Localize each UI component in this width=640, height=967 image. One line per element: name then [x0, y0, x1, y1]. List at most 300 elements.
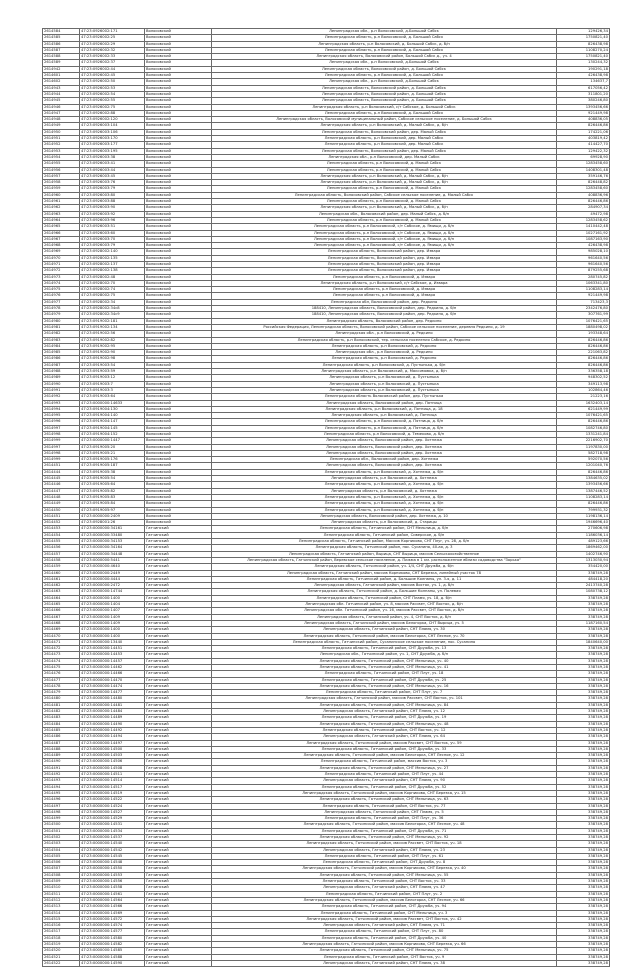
district-cell: Волосовский [145, 520, 212, 526]
cadastral-value-cell: 826446,86 [557, 419, 610, 425]
record-id-cell: 2614981 [43, 324, 80, 330]
cadastral-value-cell: 338749,28 [557, 664, 610, 670]
cadastral-number-cell: 47:23:0000000:14585 [80, 948, 145, 954]
cadastral-number-cell: 47:23:0926002:29 [80, 41, 145, 47]
cadastral-number-cell: 47:23:0919002:90 [80, 350, 145, 356]
cadastral-value-cell: 338749,28 [557, 835, 610, 841]
cadastral-value-cell: 826446,86 [557, 362, 610, 368]
address-cell: Ленинградская область, Гатчинский район, СНТ Плуг, уч. 36 [212, 816, 557, 822]
address-cell: Ленинградская область, Гатчинский район, СНТ Пламя, уч. 18, д. б/н [212, 595, 557, 601]
cadastral-value-cell: 338749,28 [557, 633, 610, 639]
cadastral-number-cell: 47:23:0000000:14534 [80, 828, 145, 834]
cadastral-value-cell: 338749,28 [557, 872, 610, 878]
address-cell: Ленинградская область, Гатчинский район, уч. 1/4, СНТ Дружба, д. б/н [212, 564, 557, 570]
cadastral-value-cell: 338749,28 [557, 960, 610, 966]
cadastral-number-cell: 47:23:0919002:181 [80, 318, 145, 324]
cadastral-value-cell: 1410442,48 [557, 224, 610, 230]
address-cell: Ленинградская область, Волосовский район, дер. Хотнежа [212, 450, 557, 456]
record-id-cell: 2614509 [43, 879, 80, 885]
district-cell: Волосовский [145, 123, 212, 129]
cadastral-value-cell: 621449,99 [557, 406, 610, 412]
record-id-cell: 2614495 [43, 790, 80, 796]
cadastral-number-cell: 47:23:0928002:137 [80, 261, 145, 267]
cadastral-value-cell: 961640,56 [557, 255, 610, 261]
address-cell: Ленинградская область, Гатчинский район, массив Белогорка, СНТ Вырица, уч. 5 [212, 620, 557, 626]
record-id-cell: 2614588 [43, 54, 80, 60]
cadastral-number-cell: 47:23:0919004:140 [80, 413, 145, 419]
cadastral-value-cell: 2342476,80 [557, 306, 610, 312]
address-cell: Ленинградская область, р-н Волосовский, д. Хотнежа, д. б/н [212, 501, 557, 507]
record-id-cell: 2614993 [43, 400, 80, 406]
cadastral-value-cell: 338749,28 [557, 847, 610, 853]
cadastral-value-cell: 426438,98 [557, 73, 610, 79]
district-cell: Волосовский [145, 457, 212, 463]
address-cell: Ленинградская область, Гатчинский район, Сусанинское сельское поселение, пос. Сусанино [212, 639, 557, 645]
cadastral-value-cell: 338749,28 [557, 923, 610, 929]
cadastral-number-cell: 47:23:0926003:177 [80, 142, 145, 148]
district-cell: Волосовский [145, 167, 212, 173]
cadastral-number-cell: 47:23:0000000:14451 [80, 646, 145, 652]
address-cell: Ленинградская область, Гатчинский район, СНТ Дружба, уч. 8 [212, 860, 557, 866]
address-cell: Ленинградская область, Гатчинский район, СНТ Мельница, д. б/н [212, 526, 557, 532]
address-cell: Ленинградская область, Гатчинский район, СНТ Мельница, уч. 75 [212, 948, 557, 954]
cadastral-number-cell: 47:23:0926002:120 [80, 117, 145, 123]
cadastral-value-cell: 826446,86 [557, 356, 610, 362]
address-cell: Ленинградская область, Гатчинский район, массив Восток, уч. 3 [212, 759, 557, 765]
cadastral-number-cell: 47:23:0000000:14564 [80, 897, 145, 903]
record-id-cell: 2614513 [43, 904, 80, 910]
district-cell: Волосовский [145, 47, 212, 53]
cadastral-value-cell: 403819,42 [557, 136, 610, 142]
record-id-cell: 2614978 [43, 306, 80, 312]
address-cell: Ленинградская область, Гатчинский район, СНТ Мельница, уч. 63 [212, 797, 557, 803]
district-cell: Волосовский [145, 387, 212, 393]
cadastral-number-cell: 47:23:0000000:14500 [80, 746, 145, 752]
cadastral-number-cell: 47:23:0000000:14497 [80, 740, 145, 746]
cadastral-number-cell: 47:23:0926002:45 [80, 73, 145, 79]
cadastral-number-cell: 47:23:0926002:44 [80, 66, 145, 72]
address-cell: Ленинградская область, р-н Волосовский, д. Малый Сабск [212, 199, 557, 205]
record-id-cell: 2614454 [43, 532, 80, 538]
cadastral-number-cell: 47:23:0926003:79 [80, 243, 145, 249]
cadastral-value-cell: 2413740,28 [557, 583, 610, 589]
address-cell: Ленинградская область, Гатчинский район, СНТ Дружба, уч. 25 [212, 677, 557, 683]
address-cell: Ленинградская область, р-н Волосовский, д. Хотнежа [212, 476, 557, 482]
cadastral-value-cell: 1750821,40 [557, 54, 610, 60]
cadastral-value-cell: 338749,28 [557, 702, 610, 708]
district-cell: Волосовский [145, 205, 212, 211]
district-cell: Гатчинский [145, 866, 212, 872]
record-id-cell: 2614999 [43, 457, 80, 463]
cadastral-number-cell: 47:23:0919005:176 [80, 457, 145, 463]
cadastral-number-cell: 47:23:0000000:34448 [80, 551, 145, 557]
record-id-cell: 2614484 [43, 721, 80, 727]
cadastral-number-cell: 47:23:0926003:96 [80, 217, 145, 223]
district-cell: Гатчинский [145, 948, 212, 954]
record-id-cell: 2614512 [43, 897, 80, 903]
address-cell: Ленинградская область, Гатчинский район, массив Корпиково, СНТ Березка, уч. 15 [212, 790, 557, 796]
cadastral-value-cell: 1201040,76 [557, 463, 610, 469]
address-cell: Ленинградская область, р-н Волосовский, д. Малый Сабск, д. б/н [212, 173, 557, 179]
address-cell: Ленинградская область, Гатчинский район, СНТ Плуг, уч. 7 [212, 690, 557, 696]
cadastral-number-cell: 47:23:0919003:12 [80, 375, 145, 381]
record-id-cell: 2614585 [43, 35, 80, 41]
cadastral-value-cell: 338749,28 [557, 709, 610, 715]
record-id-cell: 2614952 [43, 142, 80, 148]
district-cell: Гатчинский [145, 822, 212, 828]
record-id-cell: 2614506 [43, 860, 80, 866]
district-cell: Волосовский [145, 369, 212, 375]
address-cell: Ленинградская область, Гатчинский район, СНТ Мельница, уч. 16 [212, 683, 557, 689]
cadastral-value-cell: 69928,90 [557, 154, 610, 160]
address-cell: Ленинградская область, Волосовский район, д. Большой Сабск [212, 66, 557, 72]
record-id-cell: 2614450 [43, 507, 80, 513]
address-cell: Ленинградская область, Гатчинский район, д. Большие Колпаны, ул. Полевая [212, 589, 557, 595]
cadastral-value-cell: 338749,28 [557, 816, 610, 822]
district-cell: Волосовский [145, 287, 212, 293]
record-id-cell: 2614471 [43, 639, 80, 645]
district-cell: Волосовский [145, 129, 212, 135]
record-id-cell: 2614465 [43, 602, 80, 608]
address-cell: Ленинградская область, Гатчинский район, СНТ Дружба, уч. 33 [212, 746, 557, 752]
record-id-cell: 2614505 [43, 853, 80, 859]
cadastral-number-cell: 47:23:0000000:14462 [80, 664, 145, 670]
district-cell: Гатчинский [145, 696, 212, 702]
record-id-cell: 2614457 [43, 551, 80, 557]
cadastral-number-cell: 47:23:0926002:53 [80, 85, 145, 91]
address-cell: Ленинградская обл., р-н Волосовский, д. Редкино [212, 331, 557, 337]
cadastral-number-cell: 47:23:0928002:135 [80, 255, 145, 261]
district-cell: Волосовский [145, 312, 212, 318]
address-cell: Ленинградская область, р-н Волосовский, д. Извара [212, 274, 557, 280]
record-id-cell: 2614519 [43, 942, 80, 948]
cadastral-value-cell: 338749,28 [557, 627, 610, 633]
cadastral-value-cell: 338749,28 [557, 797, 610, 803]
cadastral-number-cell: 47:23:0000000:14553 [80, 872, 145, 878]
cadastral-value-cell: 1082746,80 [557, 425, 610, 431]
address-cell: Ленинградская область, Гатчинский район, Сиверское, д. б/н [212, 532, 557, 538]
address-cell: Ленинградская область, Гатчинский район, СНТ Пламя, уч. 12 [212, 709, 557, 715]
district-cell: Гатчинский [145, 923, 212, 929]
cadastral-value-cell: 338749,28 [557, 677, 610, 683]
cadastral-value-cell: 1283458,62 [557, 217, 610, 223]
cadastral-value-cell: 489123,66 [557, 539, 610, 545]
record-id-cell: 2614972 [43, 268, 80, 274]
cadastral-number-cell: 47:23:0000000:14474 [80, 683, 145, 689]
district-cell: Волосовский [145, 35, 212, 41]
cadastral-value-cell: 948302,52 [557, 375, 610, 381]
cadastral-value-cell: 338749,28 [557, 942, 610, 948]
cadastral-value-cell: 1331241,84 [557, 432, 610, 438]
address-cell: Ленинградская область, Гатчинский район, СНТ Дружба, уч. 13 [212, 646, 557, 652]
district-cell: Волосовский [145, 29, 212, 35]
district-cell: Волосовский [145, 173, 212, 179]
record-id-cell: 2614501 [43, 828, 80, 834]
cadastral-number-cell: 47:23:0000000:14529 [80, 816, 145, 822]
record-id-cell: 2614504 [43, 847, 80, 853]
cadastral-number-cell: 47:23:0919004:152 [80, 432, 145, 438]
cadastral-value-cell: 1198136,14 [557, 513, 610, 519]
cadastral-number-cell: 47:23:0919005:21 [80, 450, 145, 456]
cadastral-number-cell: 47:23:0000000:4444 [80, 576, 145, 582]
address-cell: Ленинградская обл., Волосовский район, дер. Малый Сабск, д. б/н [212, 211, 557, 217]
district-cell: Гатчинский [145, 916, 212, 922]
cadastral-number-cell: 47:23:0919004:130 [80, 406, 145, 412]
cadastral-value-cell: 338749,28 [557, 778, 610, 784]
cadastral-value-cell: 270606,98 [557, 526, 610, 532]
address-cell: Ленинградская область, Гатчинский район, СНТ Мельница, уч. 55 [212, 872, 557, 878]
address-cell: Ленинградская область, Гатчинский район, СНТ Мельница, уч. 48 [212, 721, 557, 727]
cadastral-number-cell: 47:23:0000000:14453 [80, 652, 145, 658]
address-cell: Ленинградская область, Гатчинский район, СНТ Дружба, уч. 19 [212, 715, 557, 721]
cadastral-number-cell: 47:23:0919005:83 [80, 494, 145, 500]
district-cell: Волосовский [145, 230, 212, 236]
district-cell: Волосовский [145, 324, 212, 330]
cadastral-value-cell: 338749,28 [557, 721, 610, 727]
record-id-cell: 2614601 [43, 73, 80, 79]
cadastral-number-cell: 47:23:0000000:14477 [80, 690, 145, 696]
address-cell: Ленинградская область, р-н Волосовский, д. Пустынька, д. б/н [212, 362, 557, 368]
address-cell: Ленинградская область, Гатчинский район, СНТ Дружба, уч. 71 [212, 828, 557, 834]
cadastral-value-cell: 1384635,02 [557, 476, 610, 482]
cadastral-value-cell: 338749,28 [557, 646, 610, 652]
record-id-cell: 2614984 [43, 343, 80, 349]
record-id-cell: 2614964 [43, 217, 80, 223]
district-cell: Гатчинский [145, 816, 212, 822]
address-cell: Ленинградская область, Гатчинский район, массив Восток, уч. 1, д. б/н [212, 583, 557, 589]
cadastral-value-cell: 338749,28 [557, 866, 610, 872]
record-id-cell: 2614453 [43, 526, 80, 532]
address-cell: Ленинградская область, Волосовский район, дер. Хотнежа [212, 438, 557, 444]
cadastral-number-cell: 47:23:0926002:37 [80, 60, 145, 66]
district-cell: Волосовский [145, 425, 212, 431]
cadastral-value-cell: 338749,28 [557, 897, 610, 903]
district-cell: Волосовский [145, 255, 212, 261]
record-id-cell: 2614970 [43, 255, 80, 261]
district-cell: Волосовский [145, 261, 212, 267]
district-cell: Гатчинский [145, 564, 212, 570]
district-cell: Волосовский [145, 513, 212, 519]
cadastral-number-cell: 47:23:0928001:26 [80, 520, 145, 526]
cadastral-number-cell: 47:23:0000000:14545 [80, 853, 145, 859]
address-cell: Ленинградская область, р-н Волосовский, д. Пятница, д. б/н [212, 419, 557, 425]
district-cell: Волосовский [145, 154, 212, 160]
record-id-cell: 2614461 [43, 576, 80, 582]
district-cell: Волосовский [145, 494, 212, 500]
cadastral-value-cell: 49472,98 [557, 211, 610, 217]
cadastral-number-cell: 47:23:0926002:75 [80, 104, 145, 110]
record-id-cell: 2614521 [43, 954, 80, 960]
district-cell: Гатчинский [145, 658, 212, 664]
address-cell: Ленинградская область, Гатчинский район, СНТ Мельница, уч. 40 [212, 658, 557, 664]
cadastral-number-cell: 47:23:0000000:13440 [80, 639, 145, 645]
record-id-cell: 2614968 [43, 243, 80, 249]
cadastral-value-cell: 338749,28 [557, 715, 610, 721]
cadastral-value-cell: 985028,10 [557, 249, 610, 255]
cadastral-value-cell: 338749,28 [557, 753, 610, 759]
record-id-cell: 2614482 [43, 709, 80, 715]
cadastral-number-cell: 47:23:0000000:14511 [80, 772, 145, 778]
record-id-cell: 2614469 [43, 627, 80, 633]
cadastral-value-cell: 102864,46 [557, 387, 610, 393]
district-cell: Гатчинский [145, 910, 212, 916]
cadastral-number-cell: 47:23:0000000:14514 [80, 778, 145, 784]
cadastral-number-cell: 47:23:0000000:1400 [80, 627, 145, 633]
cadastral-number-cell: 47:23:0926003:60 [80, 230, 145, 236]
address-cell: Ленинградская область, р-н Волосовский, д. Большой Сабск, д. б/н [212, 41, 557, 47]
address-cell: Ленинградская область, Гатчинский район, СНТ Пламя, уч. 71 [212, 923, 557, 929]
address-cell: Ленинградская область, р-н Волосовский, д. Пустынька [212, 387, 557, 393]
cadastral-value-cell: 338749,28 [557, 690, 610, 696]
cadastral-number-cell: 47:23:0926003:44 [80, 167, 145, 173]
cadastral-number-cell: 47:23:0928002:70 [80, 280, 145, 286]
district-cell: Гатчинский [145, 671, 212, 677]
cadastral-value-cell: 1283458,60 [557, 161, 610, 167]
cadastral-value-cell: 484418,20 [557, 576, 610, 582]
record-id-cell: 2614447 [43, 488, 80, 494]
cadastral-value-cell: 338749,28 [557, 746, 610, 752]
district-cell: Волосовский [145, 337, 212, 343]
cadastral-number-cell: 47:23:0000000:14572 [80, 916, 145, 922]
record-id-cell: 2614502 [43, 835, 80, 841]
cadastral-value-table [42, 28, 610, 967]
record-id-cell: 2614999 [43, 438, 80, 444]
record-id-cell: 2614499 [43, 816, 80, 822]
cadastral-number-cell: 47:23:0928002:34c8 [80, 306, 145, 312]
cadastral-number-cell: 47:23:0926003:76 [80, 180, 145, 186]
address-cell: Ленинградская область, Гатчинский район, СНТ Плуг, уч. 2 [212, 891, 557, 897]
address-cell: Ленинградская область, р-н Волосовский, д. Малый Сабск [212, 167, 557, 173]
cadastral-value-cell: 1108283,14 [557, 287, 610, 293]
record-id-cell: 2614483 [43, 715, 80, 721]
cadastral-number-cell: 47:23:0000000:14494 [80, 734, 145, 740]
district-cell: Гатчинский [145, 702, 212, 708]
record-id-cell: 2614959 [43, 186, 80, 192]
cadastral-number-cell: 47:23:0000000:14548 [80, 860, 145, 866]
cadastral-value-cell: 826448,82 [557, 180, 610, 186]
record-id-cell: 2614456 [43, 545, 80, 551]
cadastral-number-cell: 47:23:0000000:1407 [80, 608, 145, 614]
record-id-cell: 2614997 [43, 425, 80, 431]
district-cell: Волосовский [145, 394, 212, 400]
address-cell: Ленинградская область, р-н Волосовский, д. Максимовка, д. б/н [212, 369, 557, 375]
cadastral-value-cell: 134637,7 [557, 79, 610, 85]
record-id-cell: 2614473 [43, 652, 80, 658]
record-id-cell: 2614468 [43, 620, 80, 626]
district-cell: Гатчинский [145, 929, 212, 935]
address-cell: Ленинградская область, Гатчинский район, СНТ Восток, уч. 12 [212, 727, 557, 733]
address-cell: Ленинградская область, Волосовский район, Большой Сабск д., уч. 4 [212, 54, 557, 60]
record-id-cell: 2614510 [43, 885, 80, 891]
address-cell: Ленинградская область, Гатчинский район, СНТ Дружба, уч. 52 [212, 784, 557, 790]
table-body [43, 29, 610, 967]
cadastral-number-cell: 47:23:0000000:2449 [80, 570, 145, 576]
record-id-cell: 2614474 [43, 658, 80, 664]
address-cell: Ленинградская область, Гатчинский район, СНТ Мельница, уч. 92 [212, 835, 557, 841]
district-cell: Волосовский [145, 299, 212, 305]
district-cell: Волосовский [145, 501, 212, 507]
district-cell: Гатчинский [145, 526, 212, 532]
address-cell: Ленинградская область, Гатчинский район, массив Белогорка, СНТ Лесное, уч. 48 [212, 822, 557, 828]
cadastral-value-cell: 338749,28 [557, 759, 610, 765]
cadastral-number-cell: 47:23:0000000:4640 [80, 564, 145, 570]
address-cell: Ленинградская обл., р-н Волосовский, д.Большой Сабск [212, 79, 557, 85]
document-page [42, 28, 608, 967]
cadastral-number-cell: 47:23:0000000:14569 [80, 910, 145, 916]
district-cell: Волосовский [145, 117, 212, 123]
cadastral-number-cell: 47:23:0919002:98 [80, 356, 145, 362]
cadastral-value-cell: 921449,98 [557, 293, 610, 299]
record-id-cell: 2614965 [43, 224, 80, 230]
cadastral-number-cell: 47:23:0926003:92 [80, 211, 145, 217]
address-cell: Ленинградская область, Гатчинский район, СНТ Пламя, уч. 23 [212, 847, 557, 853]
record-id-cell: 2614994 [43, 406, 80, 412]
cadastral-value-cell: 1076421,65 [557, 318, 610, 324]
address-cell: Ленинградская область, р-н Волосовский, д. Малый Сабск [212, 186, 557, 192]
address-cell: Ленинградская область, р-н Волосовский, д. Пятница [212, 413, 557, 419]
cadastral-number-cell: 47:23:0000000:14580 [80, 935, 145, 941]
cadastral-value-cell: 338749,28 [557, 910, 610, 916]
cadastral-number-cell: 47:23:0919002:82 [80, 337, 145, 343]
district-cell: Волосовский [145, 136, 212, 142]
record-id-cell: 2614954 [43, 154, 80, 160]
record-id-cell: 2614485 [43, 727, 80, 733]
record-id-cell: 2614955 [43, 161, 80, 167]
cadastral-value-cell: 1946696,40 [557, 520, 610, 526]
address-cell: Ленинградская область, Волосовский район, дер. Хотнежа [212, 463, 557, 469]
record-id-cell: 2614518 [43, 935, 80, 941]
address-cell: Ленинградская область, Волосовский район, дер. Хотнежа, д. 10 [212, 513, 557, 519]
record-id-cell: 2614455 [43, 539, 80, 545]
cadastral-number-cell: 47:23:0926003:45 [80, 173, 145, 179]
record-id-cell: 2614960 [43, 192, 80, 198]
district-cell: Гатчинский [145, 639, 212, 645]
address-cell: Ленинградская область, р-н Волосовский, д. Извара [212, 293, 557, 299]
record-id-cell: 2614967 [43, 236, 80, 242]
record-id-cell: 2614966 [43, 230, 80, 236]
record-id-cell: 2614494 [43, 784, 80, 790]
cadastral-number-cell: 47:23:0919005:84 [80, 501, 145, 507]
record-id-cell: 2614481 [43, 702, 80, 708]
address-cell: Ленинградская обл., р-н Волосовский, д. Редкино [212, 350, 557, 356]
cadastral-value-cell: 1197830,00 [557, 444, 610, 450]
cadastral-number-cell: 47:23:0000000:14480 [80, 696, 145, 702]
district-cell: Гатчинский [145, 551, 212, 557]
district-cell: Гатчинский [145, 595, 212, 601]
district-cell: Волосовский [145, 280, 212, 286]
district-cell: Волосовский [145, 469, 212, 475]
record-id-cell: 2614971 [43, 261, 80, 267]
cadastral-number-cell: 47:23:0926003:80 [80, 192, 145, 198]
address-cell: Ленинградская область, Волосовский район, дер. Малый Сабск [212, 148, 557, 154]
record-id-cell: 2614589 [43, 60, 80, 66]
district-cell: Гатчинский [145, 620, 212, 626]
record-id-cell: 2614992 [43, 394, 80, 400]
district-cell: Волосовский [145, 375, 212, 381]
cadastral-number-cell: 47:23:0000000:14537 [80, 835, 145, 841]
cadastral-value-cell: 336358,18 [557, 369, 610, 375]
address-cell: Ленинградская область, Гатчинский район, уч. 4, СНТ Восток, д. б/н [212, 614, 557, 620]
record-id-cell: 2614459 [43, 564, 80, 570]
cadastral-number-cell: 47:23:0919004:145 [80, 425, 145, 431]
record-id-cell: 2614503 [43, 841, 80, 847]
cadastral-value-cell: 307761,99 [557, 312, 610, 318]
address-cell: Ленинградская область, р-н Волосовский, с/т Сабское, д. Ямищи, д. б/н [212, 236, 557, 242]
district-cell: Гатчинский [145, 778, 212, 784]
district-cell: Гатчинский [145, 853, 212, 859]
cadastral-number-cell: 47:23:0000000:14484 [80, 709, 145, 715]
district-cell: Волосовский [145, 243, 212, 249]
